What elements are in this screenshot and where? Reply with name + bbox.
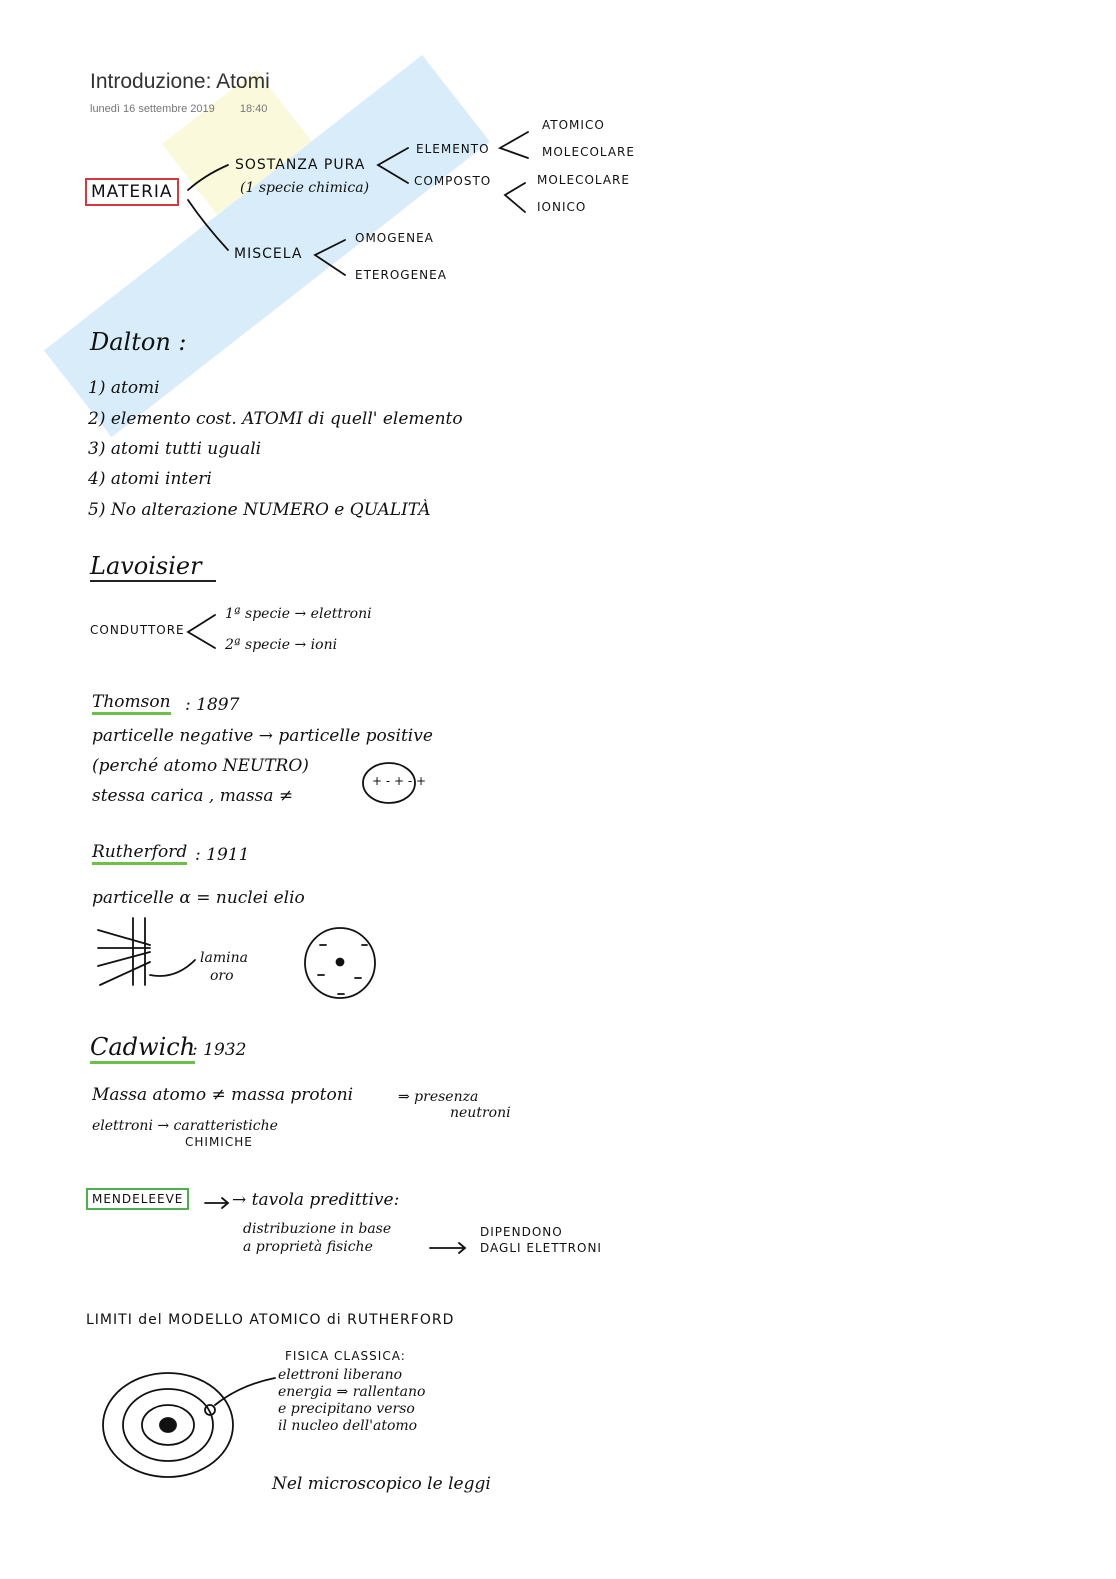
rutherford-year: : 1911 [195, 845, 250, 865]
mendeleeve-line-2: distribuzione in base [243, 1221, 392, 1237]
cadwick-heading: Cadwich [90, 1033, 195, 1064]
cadwick-line-2: elettroni → caratteristiche [92, 1118, 278, 1134]
branch-line [188, 615, 215, 648]
dagli-elettroni-label: DAGLI ELETTRONI [480, 1241, 602, 1255]
materia-root: MATERIA [85, 178, 179, 206]
composto-label: COMPOSTO [414, 174, 492, 188]
thomson-line-1: particelle negative → particelle positive [92, 726, 433, 746]
date-label: lunedì 16 settembre 2019 [90, 103, 215, 115]
limiti-line-5: Nel microscopico le leggi [272, 1474, 491, 1494]
cadwick-line-1: Massa atomo ≠ massa protoni [92, 1085, 354, 1105]
limiti-line-4: il nucleo dell'atomo [278, 1418, 418, 1434]
lavoisier-heading: Lavoisier [90, 552, 216, 582]
thomson-heading: Thomson [92, 692, 171, 715]
limiti-heading: LIMITI del MODELLO ATOMICO di RUTHERFORD [86, 1312, 455, 1328]
branch-line [505, 183, 525, 212]
mendeleeve-heading: MENDELEEVE [86, 1188, 189, 1210]
page-title: Introduzione: Atomi [90, 70, 270, 93]
atomico-label: ATOMICO [542, 118, 605, 132]
cadwick-result-2: neutroni [450, 1105, 511, 1121]
ionico-label: IONICO [537, 200, 587, 214]
thomson-line-3: stessa carica , massa ≠ [92, 786, 294, 806]
branch-line [188, 200, 228, 250]
oro-label: oro [210, 968, 234, 984]
dalton-heading: Dalton : [90, 328, 187, 356]
branch-line [500, 132, 528, 158]
cadwick-year: : 1932 [192, 1040, 247, 1060]
omogenea-label: OMOGENEA [355, 231, 434, 245]
electron-marks [318, 945, 367, 994]
list-item: 5) No alterazione NUMERO e QUALITÀ [88, 500, 431, 520]
cadwick-result: ⇒ presenza [398, 1089, 479, 1105]
list-item: 4) atomi interi [88, 469, 212, 489]
list-item: 3) atomi tutti uguali [88, 439, 262, 459]
lamina-label: lamina [200, 950, 248, 966]
molecolare-label: MOLECOLARE [542, 145, 635, 159]
specie-1-label: 1ª specie → elettroni [225, 606, 372, 622]
list-item: 1) atomi [88, 378, 160, 398]
time-label: 18:40 [239, 103, 268, 115]
pointer-arrow [215, 1378, 275, 1405]
arrow-stroke [430, 1243, 465, 1253]
branch-line [378, 148, 408, 183]
elemento-label: ELEMENTO [416, 142, 490, 156]
miscela-label: MISCELA [234, 246, 303, 262]
fisica-classica-label: FISICA CLASSICA: [285, 1349, 406, 1363]
eterogenea-label: ETEROGENEA [355, 268, 447, 282]
mendeleeve-line-1: → tavola predittive: [232, 1190, 400, 1210]
molecolare-label-2: MOLECOLARE [537, 173, 630, 187]
rutherford-heading: Rutherford [92, 842, 187, 865]
plum-charges: + - + - + [372, 774, 427, 788]
limiti-line-2: energia ⇒ rallentano [278, 1384, 426, 1400]
arrow-stroke [205, 1198, 228, 1208]
mendeleeve-line-3: a proprietà fisiche [243, 1239, 373, 1255]
limiti-line-3: e precipitano verso [278, 1401, 415, 1417]
limiti-line-1: elettroni liberano [278, 1367, 403, 1383]
conduttore-label: CONDUTTORE [90, 623, 185, 637]
thomson-year: : 1897 [185, 695, 240, 715]
nucleus-dot [337, 959, 344, 966]
branch-line [188, 165, 228, 190]
gold-foil [133, 918, 145, 985]
thomson-line-2: (perché atomo NEUTRO) [92, 756, 309, 776]
specie-2-label: 2ª specie → ioni [225, 637, 338, 653]
cadwick-line-2b: CHIMICHE [185, 1135, 253, 1149]
sostanza-pura-note: (1 specie chimica) [240, 180, 370, 196]
alpha-rays [98, 930, 150, 985]
sostanza-pura-label: SOSTANZA PURA [235, 157, 366, 173]
pointer-arrow [150, 960, 195, 976]
rutherford-line-1: particelle α = nuclei elio [92, 888, 305, 908]
branch-line [315, 240, 345, 275]
dipendono-label: DIPENDONO [480, 1225, 563, 1239]
orbit-nucleus [160, 1418, 176, 1432]
list-item: 2) elemento cost. ATOMI di quell' elemento [88, 409, 463, 429]
